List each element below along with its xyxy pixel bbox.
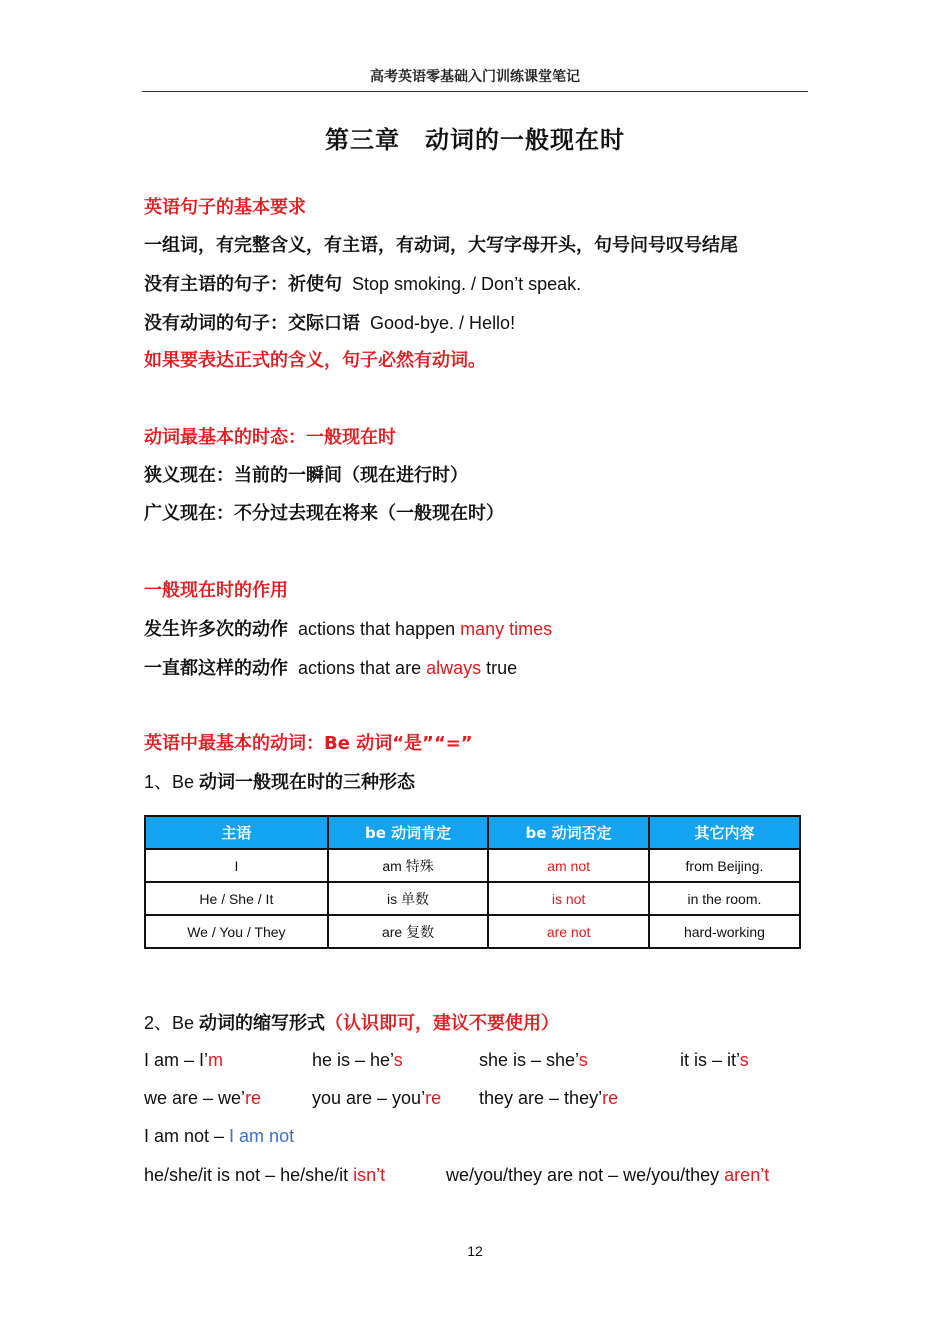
- cell-other: from Beijing.: [649, 849, 800, 882]
- subheading-three-forms: [144, 770, 415, 795]
- section-heading-tense: 动词最基本的时态：一般现在时: [144, 427, 396, 448]
- page-number: 12: [467, 1243, 483, 1259]
- narrow-present-line: 狭义现在：当前的一瞬间（现在进行时）: [144, 465, 468, 486]
- usage-en-1a: actions that happen: [298, 619, 461, 639]
- be-verb-table: [144, 815, 801, 949]
- section-heading-basic-requirements: 英语句子的基本要求: [144, 197, 306, 218]
- section-heading-usage: 一般现在时的作用: [144, 580, 288, 601]
- subheading-1-text: 动词一般现在时的三种形态: [199, 772, 416, 793]
- usage-line-many-times: [144, 617, 552, 642]
- imperative-example: Stop smoking. / Don’t speak.: [352, 274, 582, 294]
- header-subject: 主语: [145, 816, 328, 849]
- colloquial-line: [144, 311, 515, 336]
- cell-negative: is not: [488, 882, 649, 915]
- chapter-title: 第三章 动词的一般现在时: [325, 126, 625, 154]
- usage-en-1b: many times: [460, 619, 553, 639]
- contraction-he-is: he is – he’s: [312, 1050, 403, 1070]
- table-row: [145, 882, 800, 915]
- contraction-i-am: I am – I’m: [144, 1050, 224, 1070]
- colloquial-label: 没有动词的句子：交际口语: [144, 313, 360, 334]
- imperative-label: 没有主语的句子：祈使句: [144, 274, 342, 295]
- contraction-is-not: he/she/it is not – he/she/it isn’t: [144, 1165, 386, 1185]
- requirements-line: 一组词，有完整含义，有主语，有动词，大写字母开头，句号问号叹号结尾: [144, 235, 738, 256]
- cell-subject: He / She / It: [145, 882, 328, 915]
- subheading-2-text: 动词的缩写形式: [199, 1013, 326, 1034]
- table-row: [145, 915, 800, 948]
- contraction-she-is: she is – she’s: [479, 1050, 588, 1070]
- header-affirmative: be 动词肯定: [328, 816, 489, 849]
- contraction-are-not: we/you/they are not – we/you/they aren’t: [446, 1165, 770, 1185]
- cell-affirmative: is 单数: [328, 882, 489, 915]
- cell-subject: We / You / They: [145, 915, 328, 948]
- header-negative: be 动词否定: [488, 816, 649, 849]
- cell-subject: I: [145, 849, 328, 882]
- cell-other: in the room.: [649, 882, 800, 915]
- imperative-line: [144, 272, 581, 297]
- usage-label-2: 一直都这样的动作: [144, 658, 288, 679]
- usage-line-always: [144, 656, 517, 681]
- contraction-you-are: you are – you’re: [312, 1088, 442, 1108]
- broad-present-line: 广义现在：不分过去现在将来（一般现在时）: [144, 503, 504, 524]
- header-other: 其它内容: [649, 816, 800, 849]
- cell-negative: are not: [488, 915, 649, 948]
- colloquial-example: Good-bye. / Hello!: [370, 313, 516, 333]
- running-header: 高考英语零基础入门训练课堂笔记: [370, 69, 580, 85]
- cell-other: hard-working: [649, 915, 800, 948]
- subheading-2-note: （认识即可，建议不要使用）: [325, 1013, 560, 1034]
- usage-en-2c: true: [481, 658, 518, 678]
- subheading-1-number: 1、Be: [144, 772, 200, 792]
- table-header-row: [145, 816, 800, 849]
- table-row: [145, 849, 800, 882]
- usage-label-1: 发生许多次的动作: [144, 619, 288, 640]
- usage-en-2b: always: [426, 658, 482, 678]
- cell-affirmative: are 复数: [328, 915, 489, 948]
- formal-note: 如果要表达正式的含义，句子必然有动词。: [144, 350, 486, 371]
- contraction-they-are: they are – they’re: [479, 1088, 619, 1108]
- subheading-2-number: 2、Be: [144, 1013, 200, 1033]
- section-heading-be-verb: 英语中最基本的动词：Be 动词“是”“=”: [144, 733, 473, 754]
- cell-negative: am not: [488, 849, 649, 882]
- subheading-contractions: [144, 1011, 559, 1036]
- header-divider: [142, 91, 808, 92]
- contraction-we-are: we are – we’re: [144, 1088, 262, 1108]
- cell-affirmative: am 特殊: [328, 849, 489, 882]
- usage-en-2a: actions that are: [298, 658, 427, 678]
- contraction-it-is: it is – it’s: [680, 1050, 749, 1070]
- contraction-i-am-not: I am not – I am not: [144, 1126, 295, 1146]
